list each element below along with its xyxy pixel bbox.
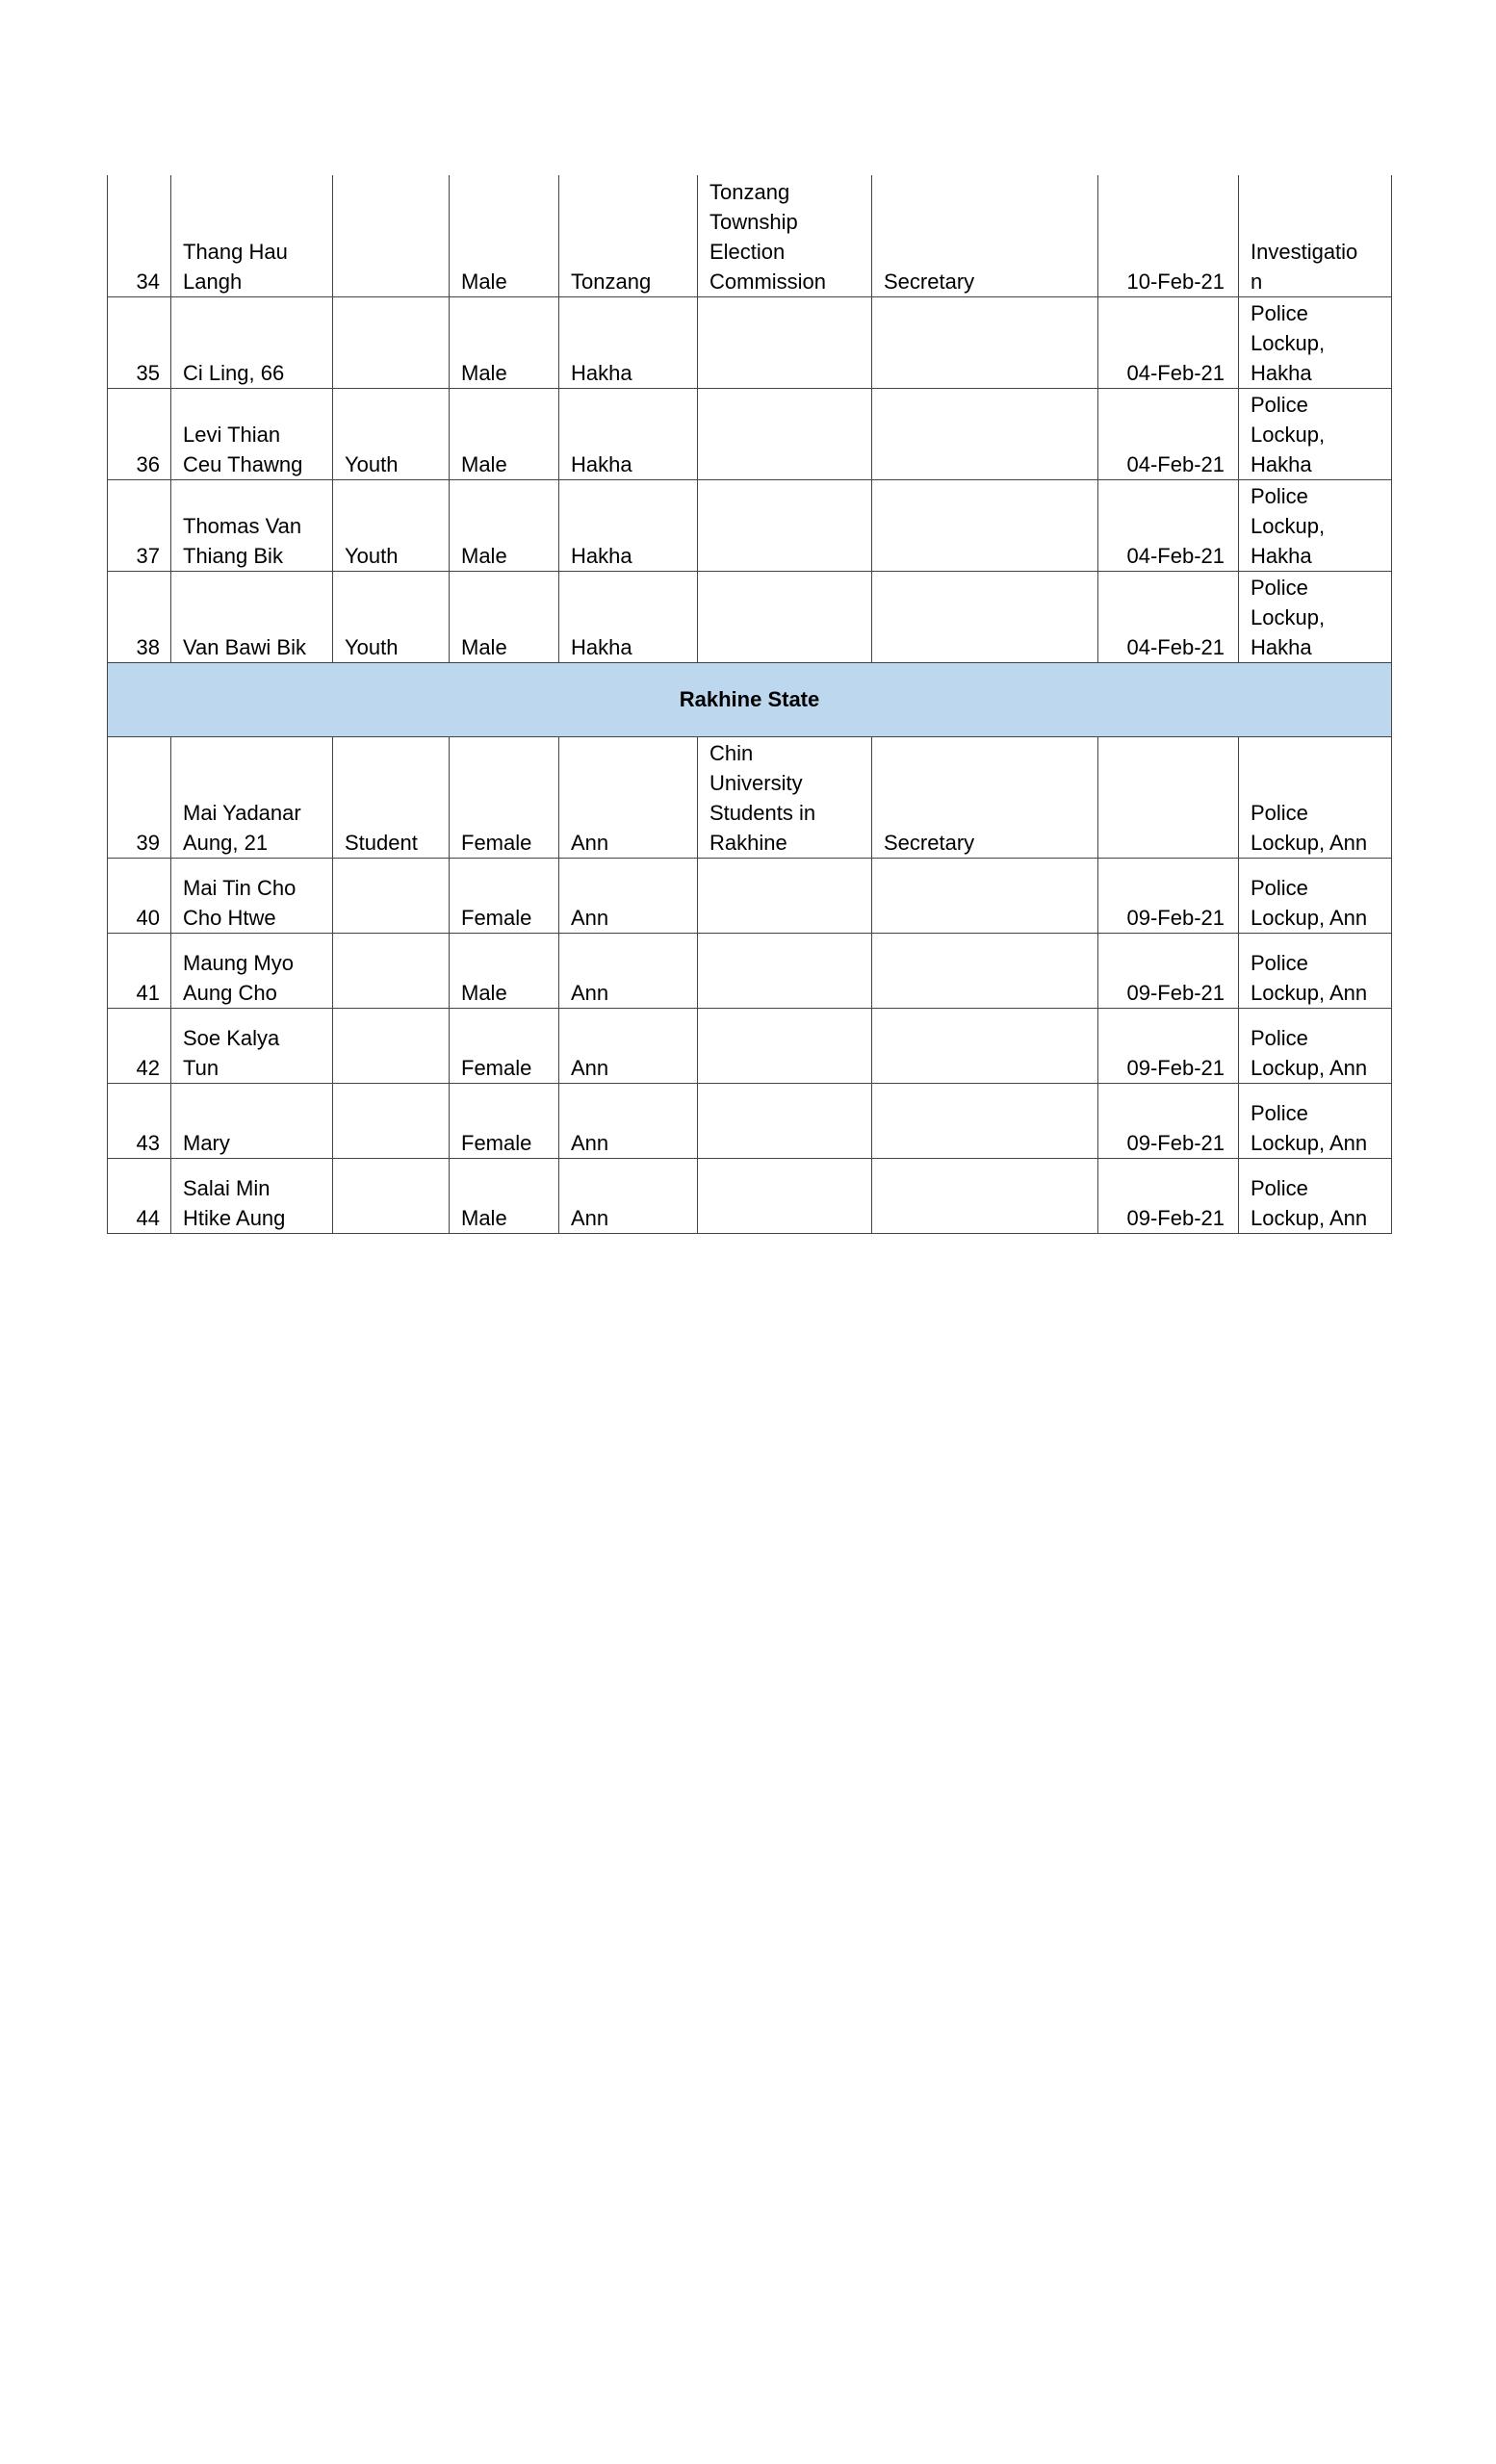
detainee-gender: Female bbox=[450, 736, 559, 858]
detainee-name: Maung Myo Aung Cho bbox=[171, 933, 333, 1008]
detainee-position bbox=[872, 858, 1098, 933]
detainee-organization: Tonzang Township Election Commission bbox=[698, 175, 872, 296]
row-number: 35 bbox=[108, 296, 171, 388]
table-row bbox=[108, 175, 1392, 296]
detainee-name: Thang Hau Langh bbox=[171, 175, 333, 296]
row-number: 34 bbox=[108, 175, 171, 296]
row-number: 39 bbox=[108, 736, 171, 858]
detainee-gender: Male bbox=[450, 296, 559, 388]
table-row bbox=[108, 858, 1392, 933]
detention-date: 09-Feb-21 bbox=[1098, 933, 1239, 1008]
detainee-township: Ann bbox=[559, 858, 698, 933]
row-number: 43 bbox=[108, 1083, 171, 1158]
detainee-position bbox=[872, 1158, 1098, 1233]
detainee-status: Police Lockup, Ann bbox=[1239, 1158, 1392, 1233]
row-number: 38 bbox=[108, 571, 171, 662]
detainee-organization bbox=[698, 933, 872, 1008]
detainee-organization bbox=[698, 1083, 872, 1158]
detainee-township: Ann bbox=[559, 933, 698, 1008]
table-row bbox=[108, 479, 1392, 571]
detainee-status: Police Lockup, Hakha bbox=[1239, 479, 1392, 571]
detainee-name: Mai Yadanar Aung, 21 bbox=[171, 736, 333, 858]
detainee-status: Police Lockup, Hakha bbox=[1239, 388, 1392, 479]
table-row bbox=[108, 736, 1392, 858]
detainee-township: Hakha bbox=[559, 388, 698, 479]
detention-date: 09-Feb-21 bbox=[1098, 858, 1239, 933]
detainee-status: Police Lockup, Ann bbox=[1239, 1008, 1392, 1083]
row-number: 41 bbox=[108, 933, 171, 1008]
detainee-status: Police Lockup, Hakha bbox=[1239, 571, 1392, 662]
detainee-organization bbox=[698, 858, 872, 933]
detainee-gender: Male bbox=[450, 388, 559, 479]
detainee-position bbox=[872, 479, 1098, 571]
detainee-position bbox=[872, 933, 1098, 1008]
detainee-gender: Female bbox=[450, 858, 559, 933]
detainee-name: Ci Ling, 66 bbox=[171, 296, 333, 388]
detention-date: 04-Feb-21 bbox=[1098, 479, 1239, 571]
detainee-township: Hakha bbox=[559, 296, 698, 388]
detainee-name: Mary bbox=[171, 1083, 333, 1158]
detainee-status: Police Lockup, Hakha bbox=[1239, 296, 1392, 388]
detainee-gender: Male bbox=[450, 175, 559, 296]
detainee-table bbox=[107, 175, 1392, 1234]
detention-date: 09-Feb-21 bbox=[1098, 1158, 1239, 1233]
detainee-organization bbox=[698, 479, 872, 571]
detainee-occupation bbox=[333, 933, 450, 1008]
detainee-occupation: Student bbox=[333, 736, 450, 858]
detainee-gender: Male bbox=[450, 933, 559, 1008]
detainee-organization bbox=[698, 388, 872, 479]
detainee-position: Secretary bbox=[872, 736, 1098, 858]
detainee-status: Police Lockup, Ann bbox=[1239, 933, 1392, 1008]
detainee-status: Police Lockup, Ann bbox=[1239, 1083, 1392, 1158]
row-number: 42 bbox=[108, 1008, 171, 1083]
detainee-organization bbox=[698, 571, 872, 662]
detainee-occupation bbox=[333, 1083, 450, 1158]
detention-date: 04-Feb-21 bbox=[1098, 388, 1239, 479]
detainee-status: Police Lockup, Ann bbox=[1239, 736, 1392, 858]
detainee-township: Ann bbox=[559, 1008, 698, 1083]
detention-date: 04-Feb-21 bbox=[1098, 296, 1239, 388]
detainee-occupation: Youth bbox=[333, 479, 450, 571]
detainee-organization bbox=[698, 296, 872, 388]
row-number: 37 bbox=[108, 479, 171, 571]
detainee-township: Tonzang bbox=[559, 175, 698, 296]
detainee-gender: Male bbox=[450, 479, 559, 571]
detainee-occupation: Youth bbox=[333, 571, 450, 662]
detainee-township: Hakha bbox=[559, 479, 698, 571]
detainee-table-body bbox=[108, 175, 1392, 1233]
section-header-row bbox=[108, 662, 1392, 736]
detainee-occupation bbox=[333, 1008, 450, 1083]
detention-date: 04-Feb-21 bbox=[1098, 571, 1239, 662]
detainee-occupation bbox=[333, 1158, 450, 1233]
detainee-name: Salai Min Htike Aung bbox=[171, 1158, 333, 1233]
row-number: 36 bbox=[108, 388, 171, 479]
detainee-gender: Female bbox=[450, 1083, 559, 1158]
detention-date: 09-Feb-21 bbox=[1098, 1083, 1239, 1158]
detainee-name: Soe Kalya Tun bbox=[171, 1008, 333, 1083]
detainee-occupation bbox=[333, 175, 450, 296]
detainee-name: Levi Thian Ceu Thawng bbox=[171, 388, 333, 479]
detainee-occupation bbox=[333, 296, 450, 388]
table-row bbox=[108, 388, 1392, 479]
detainee-position bbox=[872, 571, 1098, 662]
detainee-organization: Chin University Students in Rakhine bbox=[698, 736, 872, 858]
detainee-gender: Female bbox=[450, 1008, 559, 1083]
detainee-status: Police Lockup, Ann bbox=[1239, 858, 1392, 933]
detainee-occupation: Youth bbox=[333, 388, 450, 479]
detainee-township: Ann bbox=[559, 1083, 698, 1158]
detainee-organization bbox=[698, 1158, 872, 1233]
table-row bbox=[108, 933, 1392, 1008]
detainee-township: Ann bbox=[559, 736, 698, 858]
detainee-township: Ann bbox=[559, 1158, 698, 1233]
detainee-organization bbox=[698, 1008, 872, 1083]
section-title: Rakhine State bbox=[108, 662, 1392, 736]
detainee-gender: Male bbox=[450, 571, 559, 662]
row-number: 44 bbox=[108, 1158, 171, 1233]
detainee-position: Secretary bbox=[872, 175, 1098, 296]
detainee-name: Thomas Van Thiang Bik bbox=[171, 479, 333, 571]
detainee-name: Van Bawi Bik bbox=[171, 571, 333, 662]
table-row bbox=[108, 1008, 1392, 1083]
detainee-position bbox=[872, 1008, 1098, 1083]
detainee-status: Investigatio n bbox=[1239, 175, 1392, 296]
detainee-position bbox=[872, 296, 1098, 388]
detainee-name: Mai Tin Cho Cho Htwe bbox=[171, 858, 333, 933]
detention-date: 10-Feb-21 bbox=[1098, 175, 1239, 296]
detainee-occupation bbox=[333, 858, 450, 933]
table-row bbox=[108, 1083, 1392, 1158]
table-row bbox=[108, 1158, 1392, 1233]
detainee-position bbox=[872, 388, 1098, 479]
table-row bbox=[108, 571, 1392, 662]
detention-date bbox=[1098, 736, 1239, 858]
detainee-position bbox=[872, 1083, 1098, 1158]
detention-date: 09-Feb-21 bbox=[1098, 1008, 1239, 1083]
detainee-gender: Male bbox=[450, 1158, 559, 1233]
row-number: 40 bbox=[108, 858, 171, 933]
detainee-township: Hakha bbox=[559, 571, 698, 662]
table-row bbox=[108, 296, 1392, 388]
